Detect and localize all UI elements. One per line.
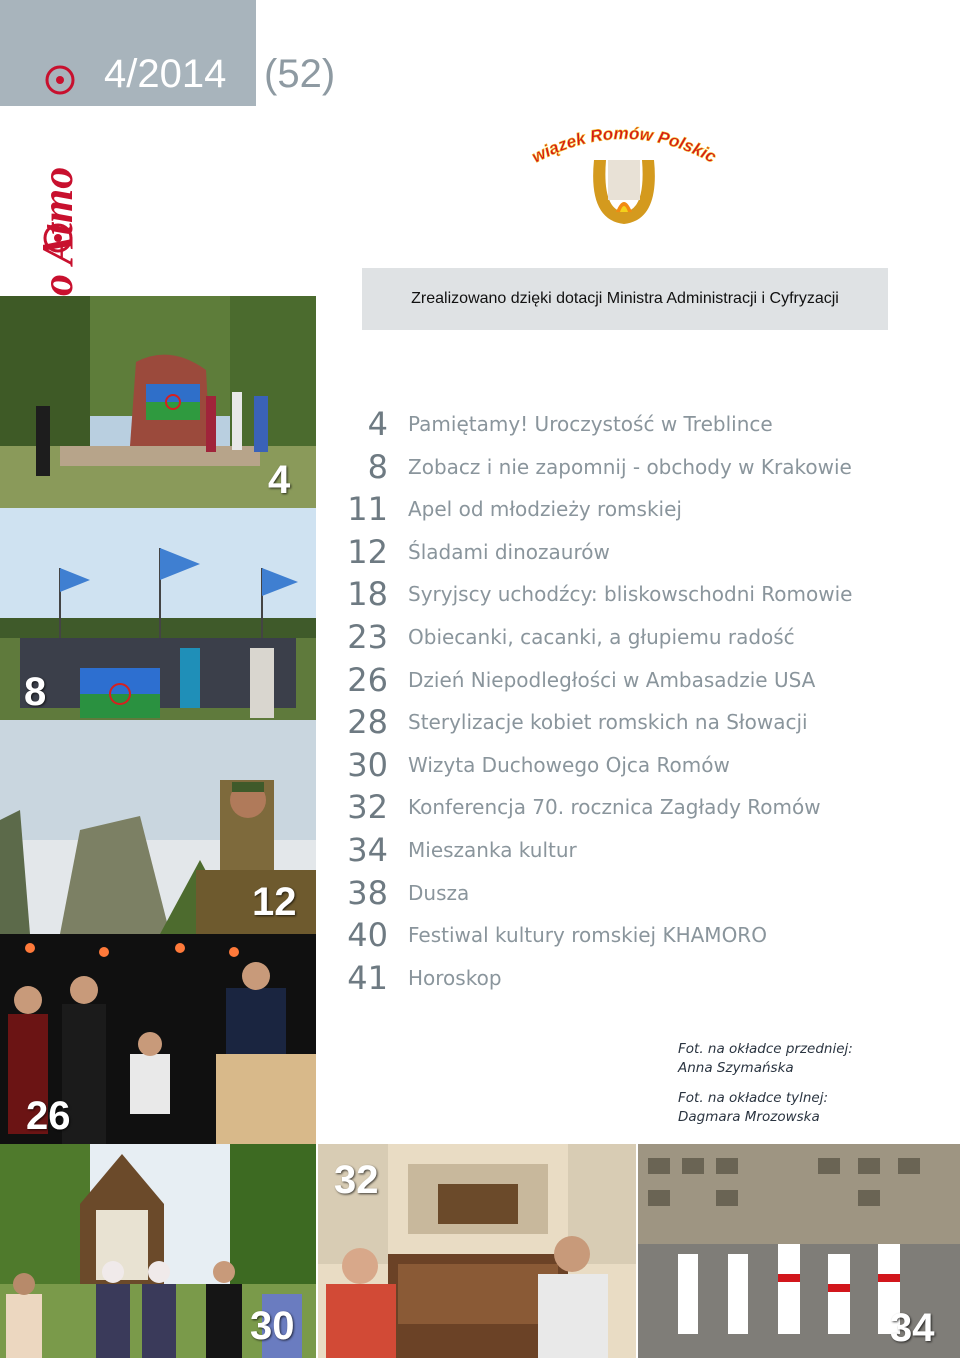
toc-page-number: 30 bbox=[347, 745, 388, 784]
toc-page-number: 8 bbox=[367, 447, 388, 486]
photo-embassy[interactable] bbox=[0, 934, 316, 1144]
toc-page-number: 34 bbox=[347, 830, 388, 869]
issue-number: (52) bbox=[264, 52, 336, 96]
photo-krakow[interactable] bbox=[0, 508, 316, 720]
photo-credits bbox=[678, 1040, 853, 1127]
toc-title: Apel od młodzieży romskiej bbox=[408, 497, 682, 522]
toc-title: Dzień Niepodległości w Ambasadzie USA bbox=[408, 667, 816, 692]
toc-page-number: 12 bbox=[347, 532, 388, 571]
page-tag: 26 bbox=[26, 1094, 71, 1138]
toc-title: Sterylizacje kobiet romskich na Słowacji bbox=[408, 710, 808, 735]
photo-treblinka[interactable] bbox=[0, 296, 316, 508]
toc-page-number: 11 bbox=[347, 490, 388, 529]
toc-page-number: 32 bbox=[347, 788, 388, 827]
photo-canyon[interactable] bbox=[0, 720, 316, 934]
page-tag: 8 bbox=[24, 670, 47, 714]
toc-item[interactable] bbox=[336, 830, 936, 873]
front-cover-credit-name: Anna Szymańska bbox=[678, 1060, 794, 1076]
toc-item[interactable] bbox=[336, 873, 936, 916]
toc-item[interactable] bbox=[336, 617, 936, 660]
toc-page-number: 28 bbox=[347, 703, 388, 742]
toc-title: Obiecanki, cacanki, a głupiemu radość bbox=[408, 624, 795, 649]
toc-item[interactable] bbox=[336, 574, 936, 617]
toc-item[interactable] bbox=[336, 702, 936, 745]
toc-page-number: 23 bbox=[347, 617, 388, 656]
toc-title: Konferencja 70. rocznica Zagłady Romów bbox=[408, 795, 821, 820]
page-tag: 32 bbox=[334, 1158, 379, 1202]
photo-spiritual-father[interactable] bbox=[0, 1144, 316, 1358]
toc-item[interactable] bbox=[336, 447, 936, 490]
grant-note: Zrealizowano dzięki dotacji Ministra Administracji i Cyfryzacji bbox=[362, 268, 888, 330]
toc-title: Mieszanka kultur bbox=[408, 837, 577, 862]
toc-title: Zobacz i nie zapomnij - obchody w Krakowie bbox=[408, 454, 852, 479]
toc-item[interactable] bbox=[336, 958, 936, 1001]
toc-item[interactable] bbox=[336, 489, 936, 532]
toc-item[interactable] bbox=[336, 915, 936, 958]
photo-conference[interactable] bbox=[318, 1144, 636, 1358]
toc-page-number: 4 bbox=[367, 405, 388, 443]
org-logo bbox=[528, 120, 720, 232]
toc-title: Syryjscy uchodźcy: bliskowschodni Romowie bbox=[408, 582, 853, 607]
toc-page-number: 18 bbox=[347, 575, 388, 614]
page-tag: 34 bbox=[890, 1306, 935, 1350]
toc-item[interactable] bbox=[336, 532, 936, 575]
front-cover-credit-label: Fot. na okładce przedniej: bbox=[678, 1041, 853, 1057]
photo-dancers[interactable] bbox=[638, 1144, 960, 1358]
toc-title: Festiwal kultury romskiej KHAMORO bbox=[408, 923, 767, 948]
back-cover-credit-label: Fot. na okładce tylnej: bbox=[678, 1090, 829, 1106]
page-tag: 12 bbox=[252, 880, 297, 924]
toc-item[interactable] bbox=[336, 660, 936, 703]
toc-page-number: 41 bbox=[347, 958, 388, 997]
toc-title: Dusza bbox=[408, 880, 470, 905]
toc-title: Pamiętamy! Uroczystość w Treblince bbox=[408, 412, 773, 436]
issue-date: 4/2014 bbox=[104, 52, 227, 96]
toc-title: Śladami dinozaurów bbox=[408, 539, 610, 564]
toc-title: Horoskop bbox=[408, 965, 502, 990]
table-of-contents bbox=[336, 404, 936, 1000]
back-cover-credit-name: Dagmara Mrozowska bbox=[678, 1109, 820, 1125]
toc-item[interactable] bbox=[336, 404, 936, 447]
toc-item[interactable] bbox=[336, 787, 936, 830]
toc-page-number: 26 bbox=[347, 660, 388, 699]
toc-page-number: 38 bbox=[347, 873, 388, 912]
page-tag: 30 bbox=[250, 1304, 295, 1348]
svg-text:Związek Romów Polskich: wiązek Romów Polskic bbox=[528, 123, 720, 167]
toc-title: Wizyta Duchowego Ojca Romów bbox=[408, 752, 730, 777]
toc-item[interactable] bbox=[336, 745, 936, 788]
toc-page-number: 40 bbox=[347, 916, 388, 955]
page-tag: 4 bbox=[268, 458, 291, 502]
